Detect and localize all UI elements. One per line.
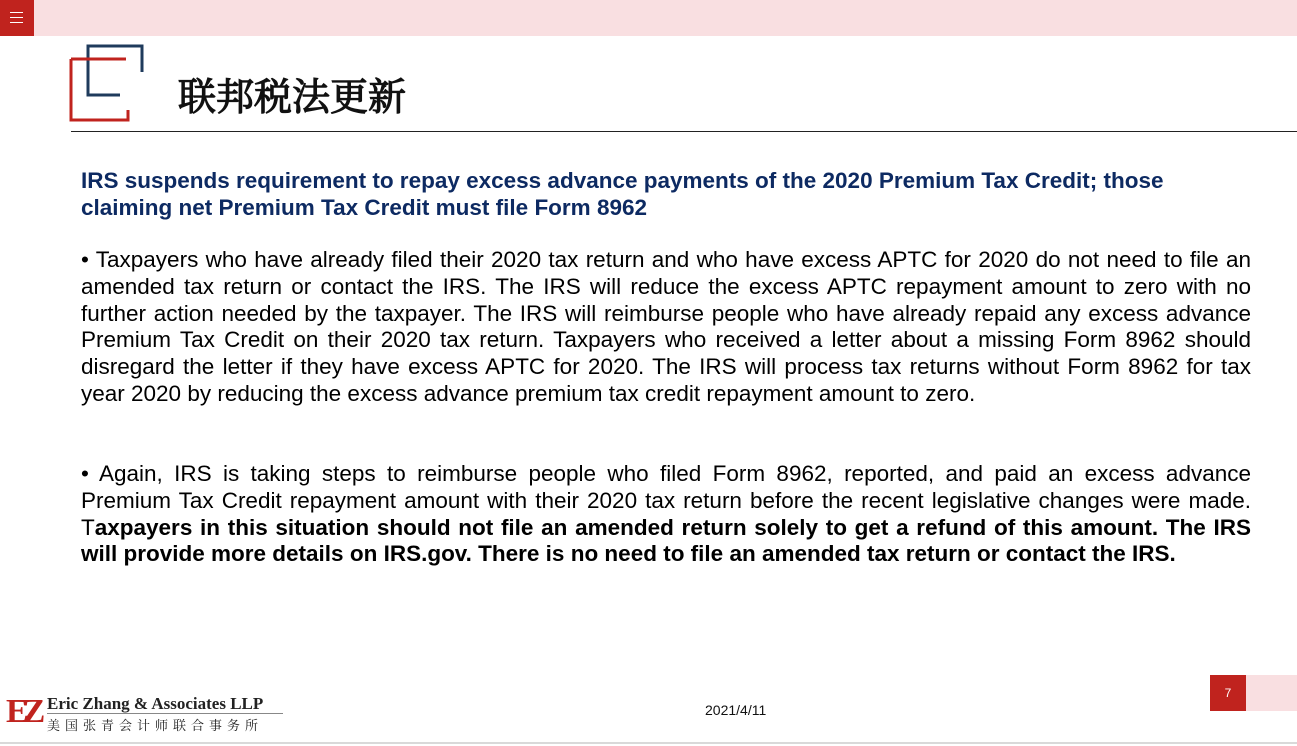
firm-name-chinese: 美国张青会计师联合事务所 <box>47 719 264 734</box>
top-bar <box>0 0 1297 36</box>
bottom-border <box>0 742 1297 744</box>
slide-date: 2021/4/11 <box>705 702 767 718</box>
bullet-2-text: • Again, IRS is taking steps to reimburse people who filed Form 8962, reported, and paid an excess advance Premium Tax Credit repayment amount with their 2020 tax return before the recent legislative changes were made. T <box>81 461 1251 540</box>
bullet-2-bold-text: axpayers in this situation should not file an amended return solely to get a refund of this amount. The IRS will provide more details on IRS.gov. There is no need to file an amended tax return or contact the IRS. <box>81 514 1251 567</box>
title-decoration-icon <box>68 44 146 124</box>
ez-logo-mark: EZ <box>6 693 40 730</box>
slide-title: 联邦税法更新 <box>178 75 407 119</box>
firm-name: Eric Zhang & Associates LLP <box>47 694 264 713</box>
logo-divider <box>47 713 283 714</box>
menu-button[interactable] <box>0 0 34 36</box>
firm-logo <box>6 694 286 734</box>
bullet-paragraph-1: • Taxpayers who have already filed their 2020 tax return and who have excess APTC for 2020 do not need to file an amended tax return or contact the IRS. The IRS will reduce the excess APTC repayment amount to zero with no further action needed by the taxpayer. The IRS will reimburse people who have already repaid any excess advance Premium Tax Credit on their 2020 tax return. Taxpayers who received a letter about a missing Form 8962 should disregard the letter if they have excess APTC for 2020. The IRS will process tax returns without Form 8962 for tax year 2020 by reducing the excess advance premium tax credit repayment amount to zero. <box>81 247 1251 406</box>
bullet-paragraph-2 <box>81 461 1251 568</box>
page-number: 7 <box>1210 675 1246 711</box>
section-heading: IRS suspends requirement to repay excess advance payments of the 2020 Premium Tax Credit; those claiming net Premium Tax Credit must file Form 8962 <box>81 168 1164 220</box>
title-divider <box>71 131 1297 132</box>
